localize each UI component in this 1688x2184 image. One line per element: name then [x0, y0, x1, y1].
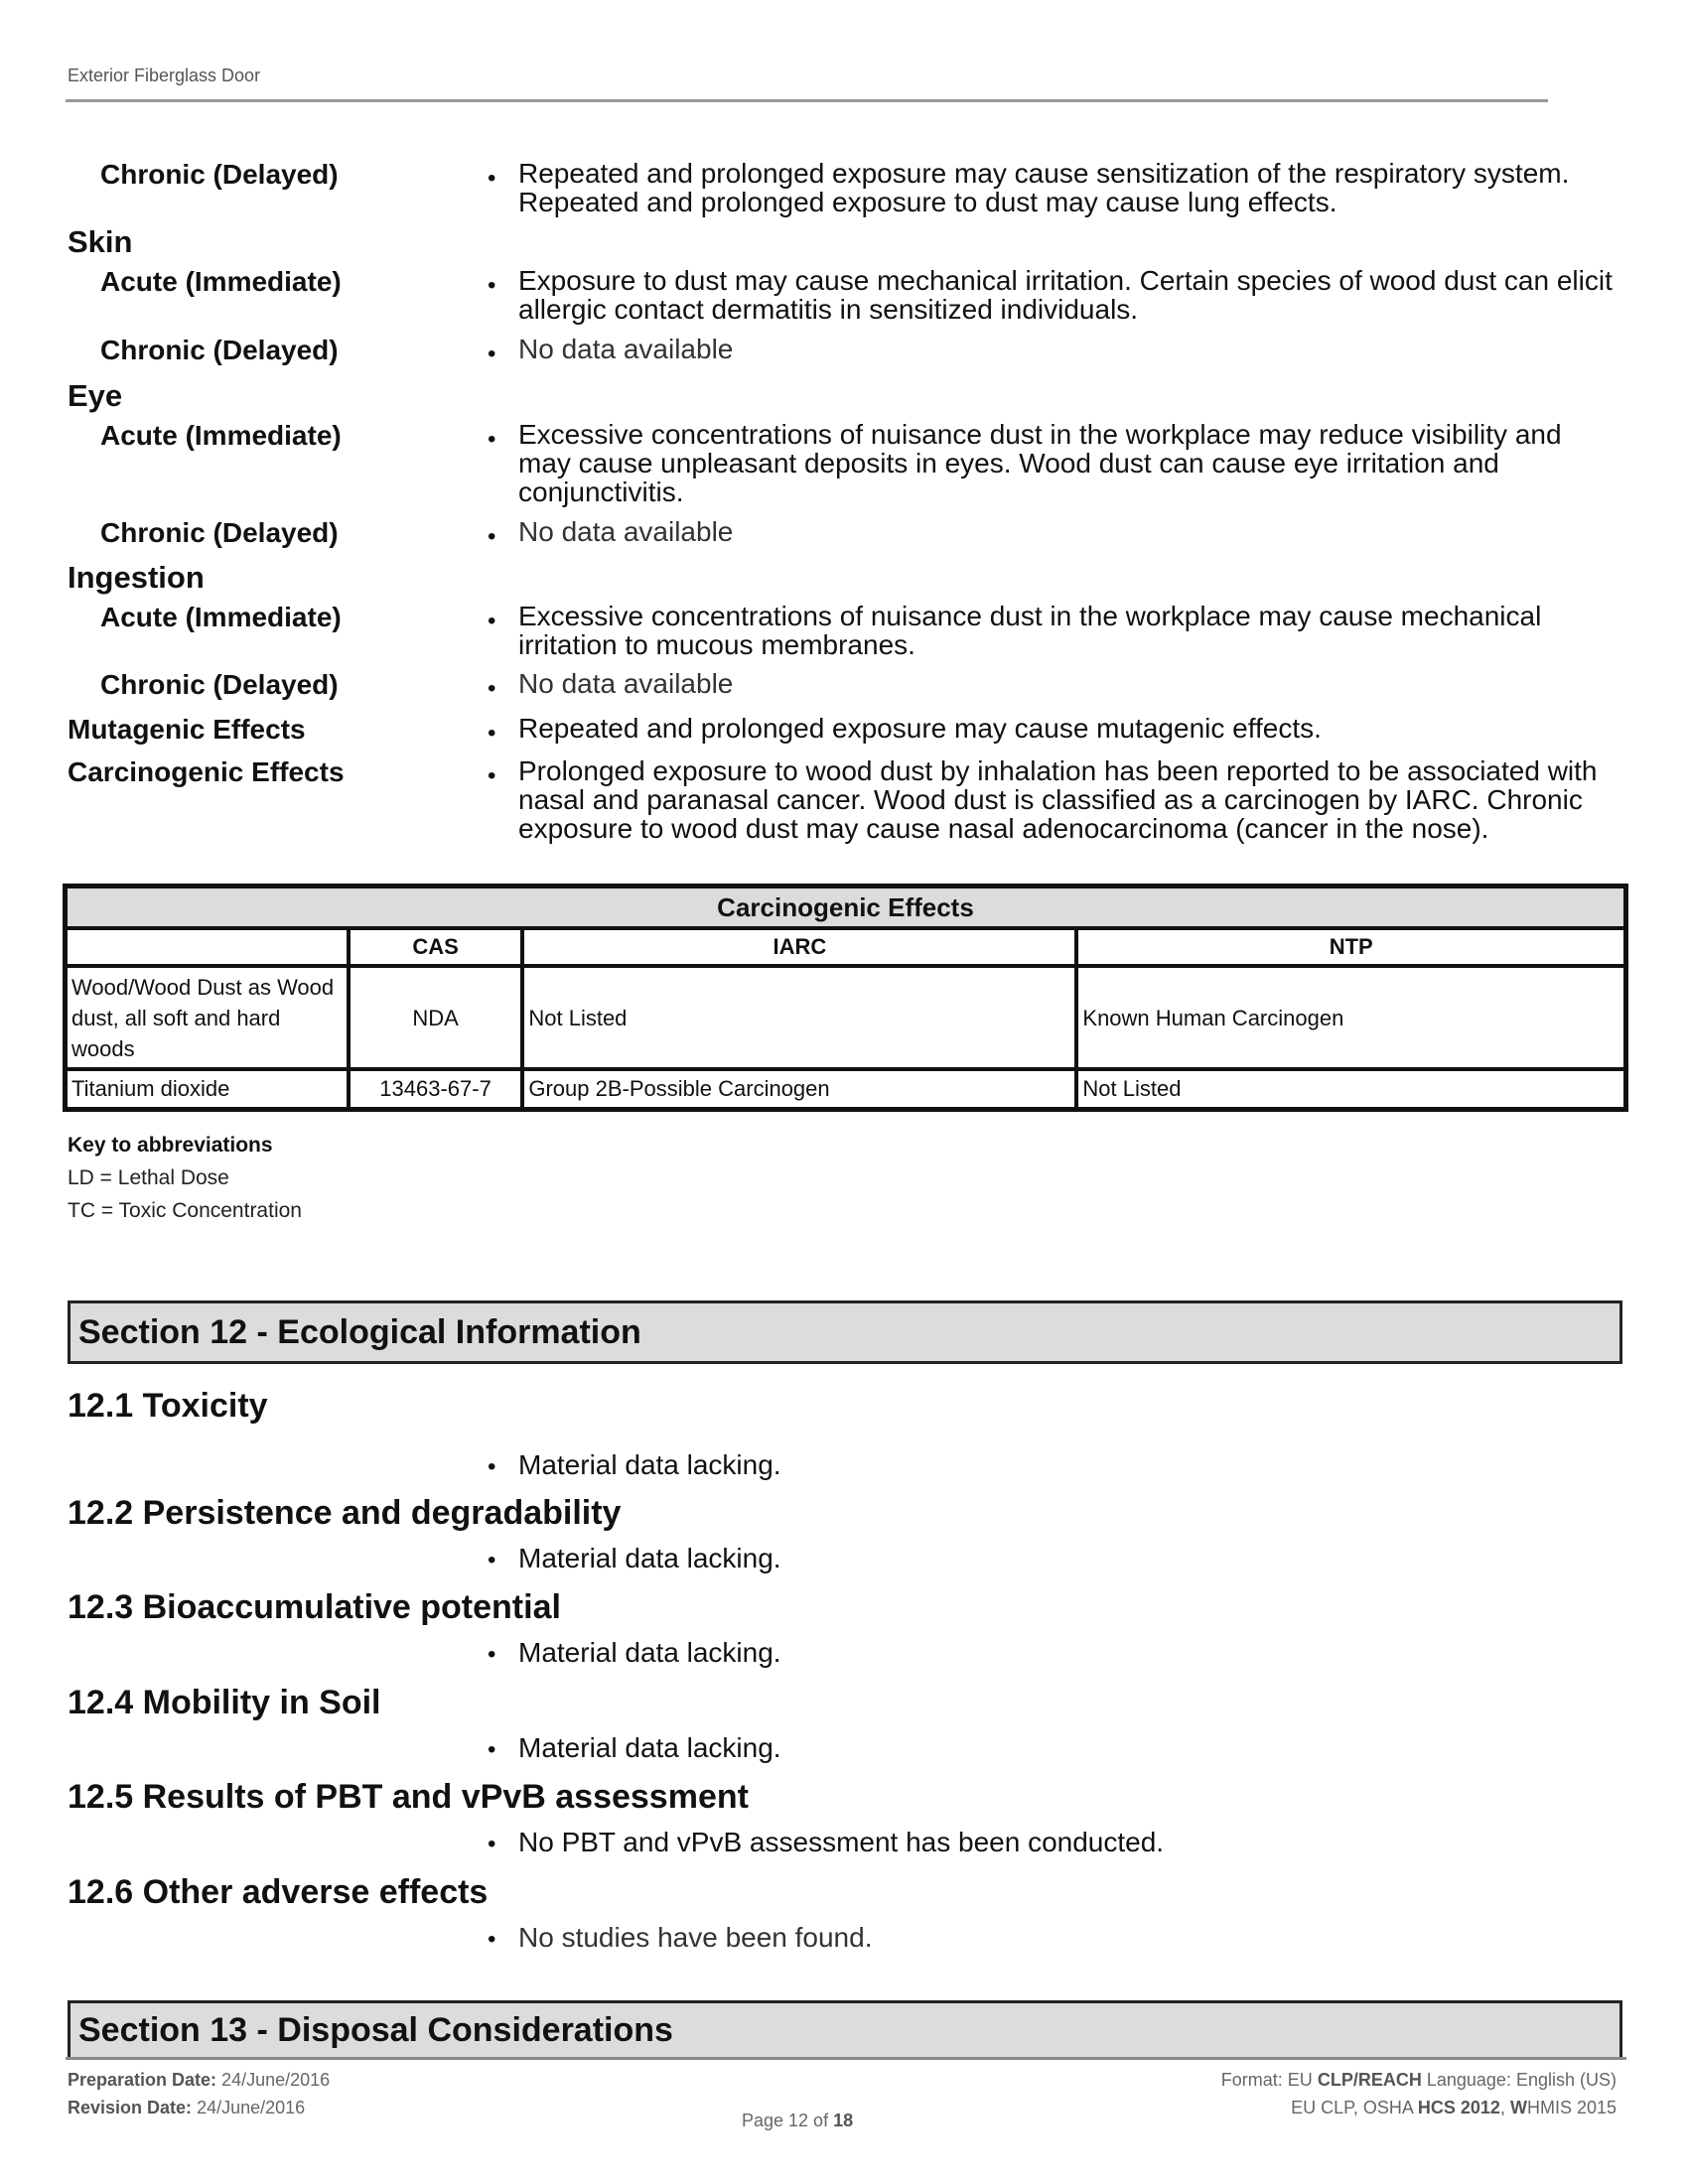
regulatory-w: W	[1509, 2098, 1527, 2117]
abbreviation-item: TC = Toxic Concentration	[68, 1199, 302, 1222]
substance-name: Wood/Wood Dust as Wood dust, all soft and hard woods	[66, 966, 349, 1069]
hazard-text: Excessive concentrations of nuisance dust in the workplace may cause mechanical irritation to mucous membranes.	[518, 601, 1542, 660]
hazard-label: Acute (Immediate)	[100, 420, 342, 451]
hazard-label: Chronic (Delayed)	[100, 669, 339, 700]
bullet-icon: •	[488, 1453, 496, 1480]
footer-divider	[66, 2057, 1626, 2060]
bullet-icon: •	[488, 426, 496, 453]
regulatory-line: EU CLP, OSHA HCS 2012, WHMIS 2015	[1291, 2098, 1617, 2117]
bullet-icon: •	[488, 165, 496, 192]
subsection-text: No PBT and vPvB assessment has been conducted.	[518, 1827, 1165, 1857]
subsection-heading: 12.6 Other adverse effects	[68, 1873, 489, 1911]
section-12-header: Section 12 - Ecological Information	[68, 1300, 1622, 1364]
bullet-icon: •	[488, 272, 496, 299]
table-row	[66, 1069, 1626, 1109]
preparation-date-value: 24/June/2016	[221, 2070, 331, 2090]
subsection-text: Material data lacking.	[518, 1732, 781, 1763]
bullet-icon: •	[488, 1641, 496, 1668]
revision-date-label: Revision Date:	[68, 2098, 193, 2117]
format-value: EU	[1287, 2070, 1313, 2090]
cas-number: NDA	[349, 966, 523, 1069]
hazard-category-label: Skin	[68, 224, 133, 259]
bullet-icon: •	[488, 341, 496, 367]
hazard-category-label: Ingestion	[68, 560, 205, 595]
hazard-text: No data available	[518, 334, 734, 364]
preparation-date-label: Preparation Date:	[68, 2070, 217, 2090]
hazard-label: Chronic (Delayed)	[100, 159, 339, 190]
format-clp: CLP/REACH	[1317, 2070, 1422, 2090]
abbreviations-title: Key to abbreviations	[68, 1134, 273, 1157]
regulatory-hcs: HCS 2012	[1417, 2098, 1500, 2117]
iarc-status: Not Listed	[522, 966, 1076, 1069]
hazard-text: Exposure to dust may cause mechanical irritation. Certain species of wood dust can elicit allergic contact dermatitis in sensitized individuals.	[518, 265, 1613, 325]
hazard-text: No data available	[518, 668, 734, 699]
bullet-icon: •	[488, 1736, 496, 1763]
language-value: English (US)	[1515, 2070, 1617, 2090]
bullet-icon: •	[488, 608, 496, 634]
hazard-label: Carcinogenic Effects	[68, 756, 345, 787]
page-number	[742, 2111, 853, 2131]
abbreviation-item: LD = Lethal Dose	[68, 1166, 229, 1189]
bullet-icon: •	[488, 720, 496, 747]
section-13-header: Section 13 - Disposal Considerations	[68, 2000, 1622, 2058]
regulatory-hmis: HMIS 2015	[1526, 2098, 1617, 2117]
hazard-text: Excessive concentrations of nuisance dust in the workplace may reduce visibility and may cause unpleasant deposits in eyes. Wood dust can cause eye irritation and conjunctivitis.	[518, 419, 1562, 507]
preparation-date	[68, 2070, 330, 2091]
table-row	[66, 966, 1626, 1069]
bullet-icon: •	[488, 1926, 496, 1953]
table-header-row	[66, 928, 1626, 966]
hazard-label: Mutagenic Effects	[68, 714, 306, 745]
subsection-heading: 12.5 Results of PBT and vPvB assessment	[68, 1778, 749, 1816]
subsection-heading: 12.4 Mobility in Soil	[68, 1684, 381, 1721]
bullet-icon: •	[488, 762, 496, 789]
format-language	[1221, 2070, 1617, 2091]
bullet-icon: •	[488, 1547, 496, 1573]
format-label: Format:	[1220, 2070, 1283, 2090]
hazard-category-label: Eye	[68, 378, 123, 413]
hazard-text: No data available	[518, 516, 734, 547]
hazard-label: Acute (Immediate)	[100, 266, 342, 297]
subsection-text: No studies have been found.	[518, 1922, 873, 1953]
page-number-label: Page 12 of	[742, 2111, 829, 2130]
ntp-status: Not Listed	[1076, 1069, 1625, 1109]
language-label: Language:	[1426, 2070, 1511, 2090]
subsection-text: Material data lacking.	[518, 1543, 781, 1573]
column-header: NTP	[1076, 928, 1625, 966]
revision-date-value: 24/June/2016	[197, 2098, 306, 2117]
hazard-text: Repeated and prolonged exposure may cause mutagenic effects.	[518, 713, 1322, 744]
cas-number: 13463-67-7	[349, 1069, 523, 1109]
document-header-title: Exterior Fiberglass Door	[68, 66, 261, 85]
table-title-row	[66, 887, 1626, 929]
hazard-label: Acute (Immediate)	[100, 602, 342, 632]
subsection-text: Material data lacking.	[518, 1637, 781, 1668]
regulatory-prefix: EU CLP, OSHA	[1291, 2098, 1413, 2117]
column-header: CAS	[349, 928, 523, 966]
bullet-icon: •	[488, 1831, 496, 1857]
carcinogenic-table	[63, 884, 1628, 1112]
column-header	[66, 928, 349, 966]
hazard-text: Repeated and prolonged exposure may cause sensitization of the respiratory system. Repeated and prolonged exposure to dust may cause lung effects.	[518, 158, 1570, 217]
subsection-heading: 12.3 Bioaccumulative potential	[68, 1588, 561, 1626]
substance-name: Titanium dioxide	[66, 1069, 349, 1109]
bullet-icon: •	[488, 523, 496, 550]
table-title: Carcinogenic Effects	[66, 887, 1626, 929]
subsection-text: Material data lacking.	[518, 1449, 781, 1480]
revision-date	[68, 2098, 305, 2118]
ntp-status: Known Human Carcinogen	[1076, 966, 1625, 1069]
subsection-heading: 12.1 Toxicity	[68, 1387, 268, 1425]
column-header: IARC	[522, 928, 1076, 966]
iarc-status: Group 2B-Possible Carcinogen	[522, 1069, 1076, 1109]
hazard-label: Chronic (Delayed)	[100, 517, 339, 548]
hazard-text: Prolonged exposure to wood dust by inhalation has been reported to be associated with nasal and paranasal cancer. Wood dust is classified as a carcinogen by IARC. Chronic exposure to wood dust may cause nasal adenocarcinoma (cancer in the nose).	[518, 755, 1598, 844]
subsection-heading: 12.2 Persistence and degradability	[68, 1494, 622, 1532]
header-divider	[66, 99, 1548, 102]
page-total: 18	[833, 2111, 854, 2130]
bullet-icon: •	[488, 675, 496, 702]
hazard-label: Chronic (Delayed)	[100, 335, 339, 365]
